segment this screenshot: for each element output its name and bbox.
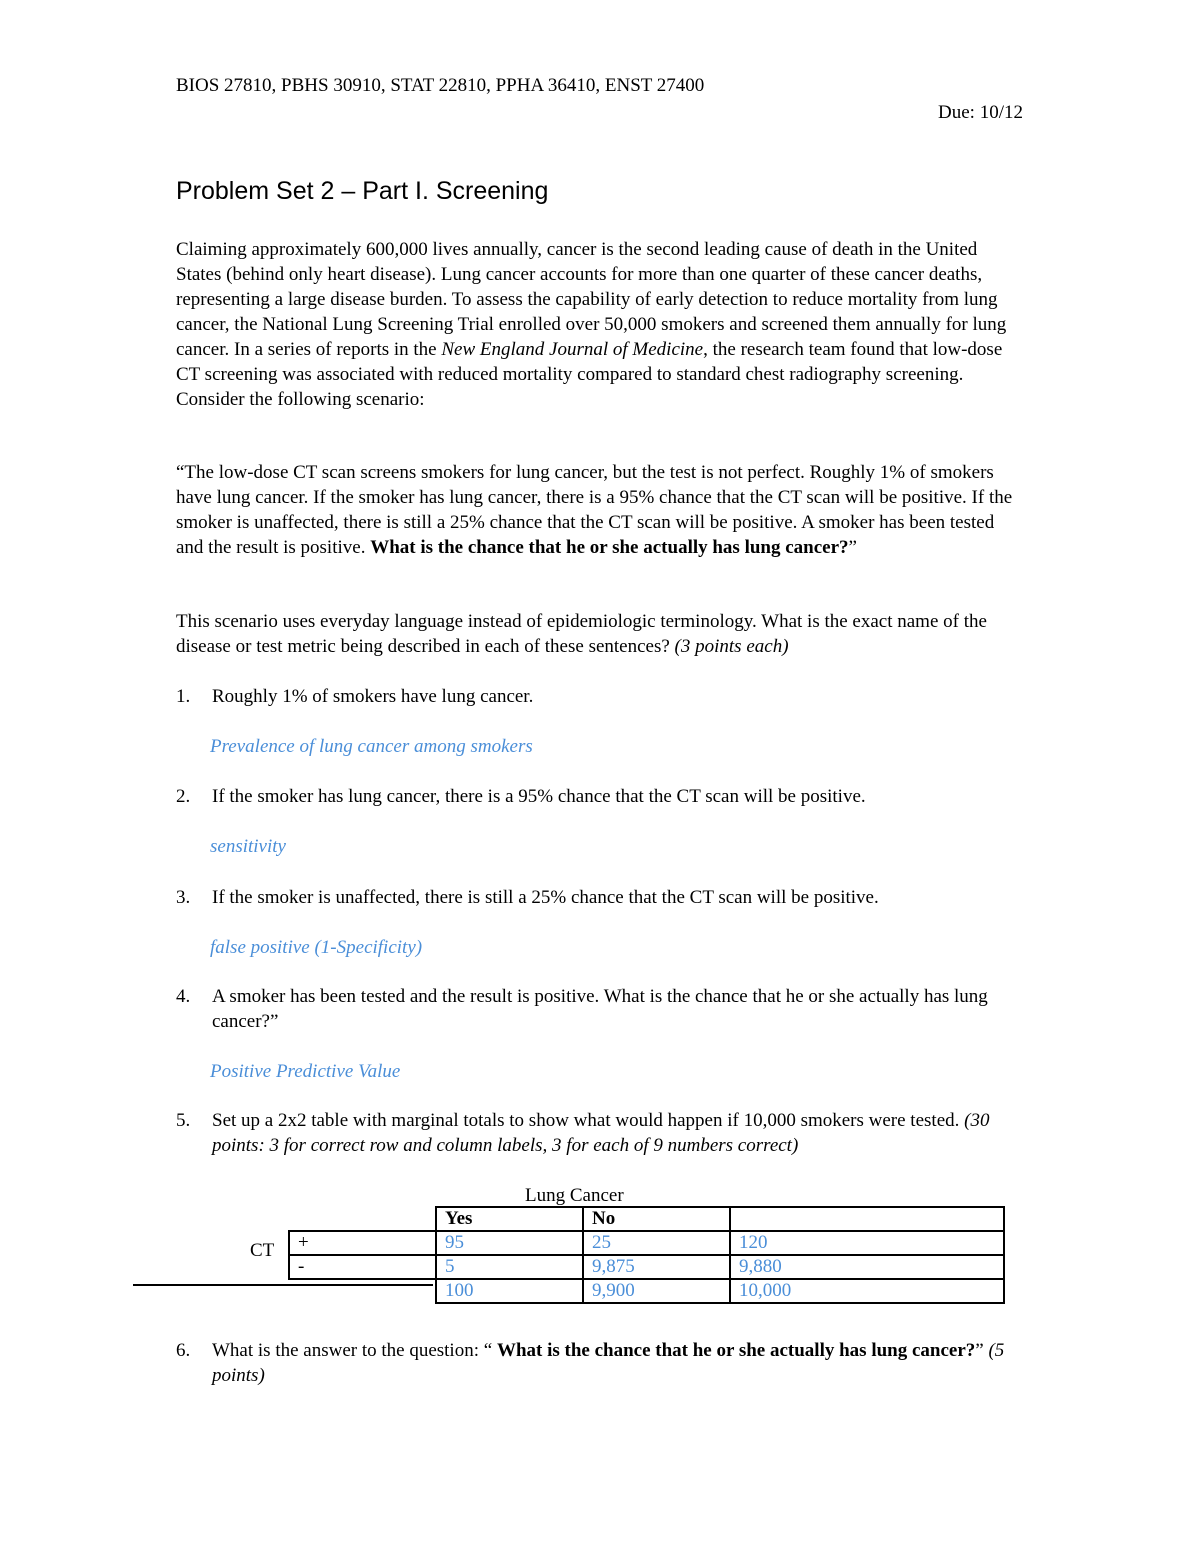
scenario-question: What is the chance that he or she actually has lung cancer? xyxy=(370,537,849,558)
table-total-row xyxy=(289,1279,1004,1303)
contingency-table xyxy=(288,1206,1005,1304)
row-variable-label: CT xyxy=(250,1240,275,1261)
question-number: 1. xyxy=(176,686,191,707)
table-header-row xyxy=(289,1207,1004,1231)
question-number: 6. xyxy=(176,1340,191,1361)
answer-3: false positive (1-Specificity) xyxy=(210,937,423,958)
question-6-text: What is the answer to the question: “ xyxy=(212,1340,497,1361)
question-number: 2. xyxy=(176,786,191,807)
cell-yes: 5 xyxy=(436,1255,583,1279)
question-text xyxy=(212,1338,1027,1388)
cell-total: 120 xyxy=(730,1231,1004,1255)
question-text: Roughly 1% of smokers have lung cancer. xyxy=(212,686,534,707)
intro-text-1: Claiming approximately 600,000 lives annually, cancer is the second leading cause of death in the United States (behind only heart disease). Lung cancer accounts for more than one quarter of these cancer deaths, representing a large disease burden. To assess the capability of early detection to reduce mortality from lung cancer, the National Lung Screening Trial enrolled over 50,000 smokers and screened them annually for lung cancer. In a series of reports in the xyxy=(176,239,1007,360)
header-no: No xyxy=(583,1207,730,1231)
question-text: If the smoker is unaffected, there is still a 25% chance that the CT scan will be positive. xyxy=(212,887,879,908)
cell-no: 25 xyxy=(583,1231,730,1255)
question-text: If the smoker has lung cancer, there is a 95% chance that the CT scan will be positive. xyxy=(212,786,866,807)
row-label: - xyxy=(289,1255,436,1279)
question-text: A smoker has been tested and the result is positive. What is the chance that he or she actually has lung cancer?” xyxy=(212,986,988,1032)
header-yes: Yes xyxy=(436,1207,583,1231)
scenario-close-quote: ” xyxy=(848,537,857,558)
scenario-paragraph xyxy=(176,460,1026,560)
course-codes: BIOS 27810, PBHS 30910, STAT 22810, PPHA 36410, ENST 27400 xyxy=(176,75,705,96)
question-6-bold: What is the chance that he or she actually has lung cancer? xyxy=(496,1340,976,1361)
intro-text-2: , the research team found that low-dose CT screening was associated with reduced mortality compared to standard chest radiography screening. Consider the following scenario: xyxy=(176,339,1003,410)
instructions-paragraph xyxy=(176,609,1026,659)
answer-2: sensitivity xyxy=(210,836,286,857)
question-text xyxy=(212,1108,1027,1158)
cell-yes: 100 xyxy=(436,1279,583,1303)
cell-total: 10,000 xyxy=(730,1279,1004,1303)
question-number: 5. xyxy=(176,1110,191,1131)
row-label xyxy=(289,1279,436,1303)
instructions-points: (3 points each) xyxy=(674,636,789,657)
question-number: 3. xyxy=(176,887,191,908)
question-6-points: (5 points) xyxy=(212,1340,1005,1386)
cell-no: 9,875 xyxy=(583,1255,730,1279)
answer-4: Positive Predictive Value xyxy=(210,1061,401,1082)
intro-paragraph xyxy=(176,237,1026,412)
instructions-text: This scenario uses everyday language instead of epidemiologic terminology. What is the exact name of the disease or test metric being described in each of these sentences? xyxy=(176,611,987,657)
question-5-text: Set up a 2x2 table with marginal totals to show what would happen if 10,000 smokers were tested. xyxy=(212,1110,965,1131)
journal-name: New England Journal of Medicine xyxy=(441,339,704,360)
scenario-text: “The low-dose CT scan screens smokers for lung cancer, but the test is not perfect. Roughly 1% of smokers have lung cancer. If the smoker has lung cancer, there is a 95% chance that the CT scan will be positive. If the smoker is unaffected, there is still a 25% chance that the CT scan will be positive. A smoker has been tested and the result is positive. xyxy=(176,462,1013,558)
row-label: + xyxy=(289,1231,436,1255)
table-row xyxy=(289,1231,1004,1255)
question-number: 4. xyxy=(176,986,191,1007)
page-title: Problem Set 2 – Part I. Screening xyxy=(176,177,549,205)
cell-yes: 95 xyxy=(436,1231,583,1255)
cell-no: 9,900 xyxy=(583,1279,730,1303)
column-variable-label: Lung Cancer xyxy=(525,1185,624,1206)
header-total xyxy=(730,1207,1004,1231)
question-5-points: (30 points: 3 for correct row and column labels, 3 for each of 9 numbers correct) xyxy=(212,1110,990,1156)
question-6-close: ” xyxy=(975,1340,989,1361)
due-date: Due: 10/12 xyxy=(938,102,1023,123)
cell-total: 9,880 xyxy=(730,1255,1004,1279)
table-row xyxy=(289,1255,1004,1279)
answer-1: Prevalence of lung cancer among smokers xyxy=(210,736,533,757)
